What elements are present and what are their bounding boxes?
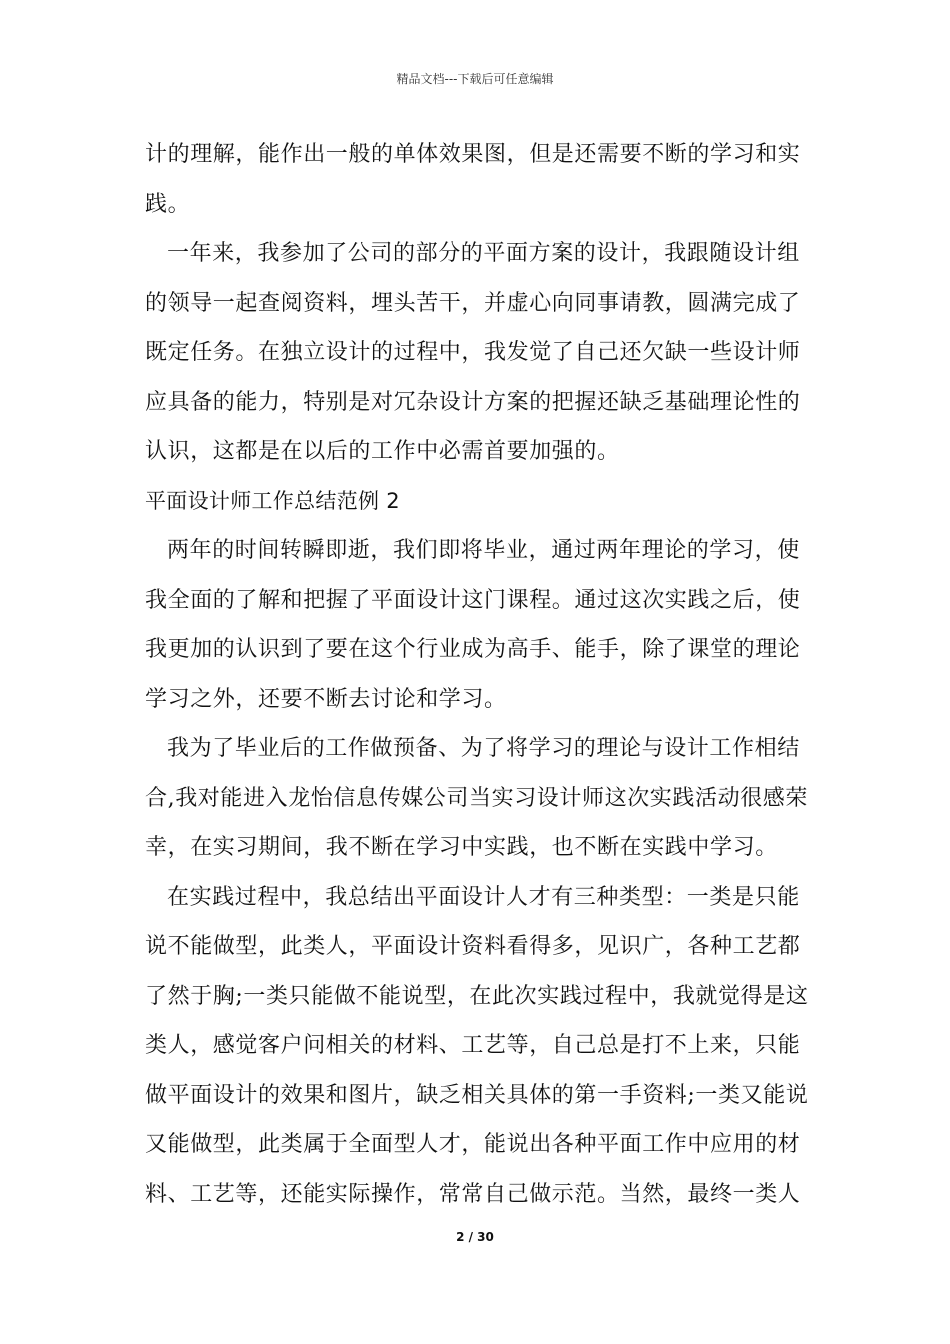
page-header: 精品文档---下载后可任意编辑 xyxy=(396,72,554,86)
paragraph-first-line: 两年的时间转瞬即逝，我们即将毕业，通过两年理论的学习，使 xyxy=(167,538,800,563)
section-heading: 平面设计师工作总结范例 2 xyxy=(145,488,400,513)
text-line: 计的理解，能作出一般的单体效果图，但是还需要不断的学习和实 xyxy=(145,142,801,167)
text-line: 践。 xyxy=(145,191,191,217)
text-line: 我全面的了解和把握了平面设计这门课程。通过这次实践之后，使 xyxy=(145,587,801,613)
text-line: 类人，感觉客户问相关的材料、工艺等，自己总是打不上来，只能 xyxy=(145,1033,801,1058)
page-number: 2 / 30 xyxy=(456,1230,494,1244)
text-line: 又能做型，此类属于全面型人才，能说出各种平面工作中应用的材 xyxy=(145,1132,801,1157)
text-line: 做平面设计的效果和图片，缺乏相关具体的第一手资料;一类又能说 xyxy=(145,1082,809,1108)
text-line: 料、工艺等，还能实际操作，常常自己做示范。当然，最终一类人 xyxy=(145,1181,801,1207)
text-line: 幸，在实习期间，我不断在学习中实践，也不断在实践中学习。 xyxy=(145,835,778,860)
paragraph-first-line: 一年来，我参加了公司的部分的平面方案的设计，我跟随设计组 xyxy=(167,241,800,266)
text-line: 了然于胸;一类只能做不能说型，在此次实践过程中，我就觉得是这 xyxy=(145,983,809,1009)
text-line: 说不能做型，此类人，平面设计资料看得多，见识广，各种工艺都 xyxy=(145,934,801,959)
text-line: 合,我对能进入龙怡信息传媒公司当实习设计师这次实践活动很感荣 xyxy=(145,785,808,811)
document-body xyxy=(145,130,815,1219)
text-line: 应具备的能力，特别是对冗杂设计方案的把握还缺乏基础理论性的 xyxy=(145,389,801,415)
text-line: 我更加的认识到了要在这个行业成为高手、能手，除了课堂的理论 xyxy=(145,637,801,662)
paragraph-first-line: 我为了毕业后的工作做预备、为了将学习的理论与设计工作相结 xyxy=(167,736,800,761)
text-line: 学习之外，还要不断去讨论和学习。 xyxy=(145,686,507,712)
paragraph-first-line: 在实践过程中，我总结出平面设计人才有三种类型：一类是只能 xyxy=(167,884,800,910)
text-line: 既定任务。在独立设计的过程中，我发觉了自己还欠缺一些设计师 xyxy=(145,340,801,365)
text-line: 的领导一起查阅资料，埋头苦干，并虚心向同事请教，圆满完成了 xyxy=(145,290,801,316)
text-line: 认识，这都是在以后的工作中必需首要加强的。 xyxy=(145,439,620,464)
